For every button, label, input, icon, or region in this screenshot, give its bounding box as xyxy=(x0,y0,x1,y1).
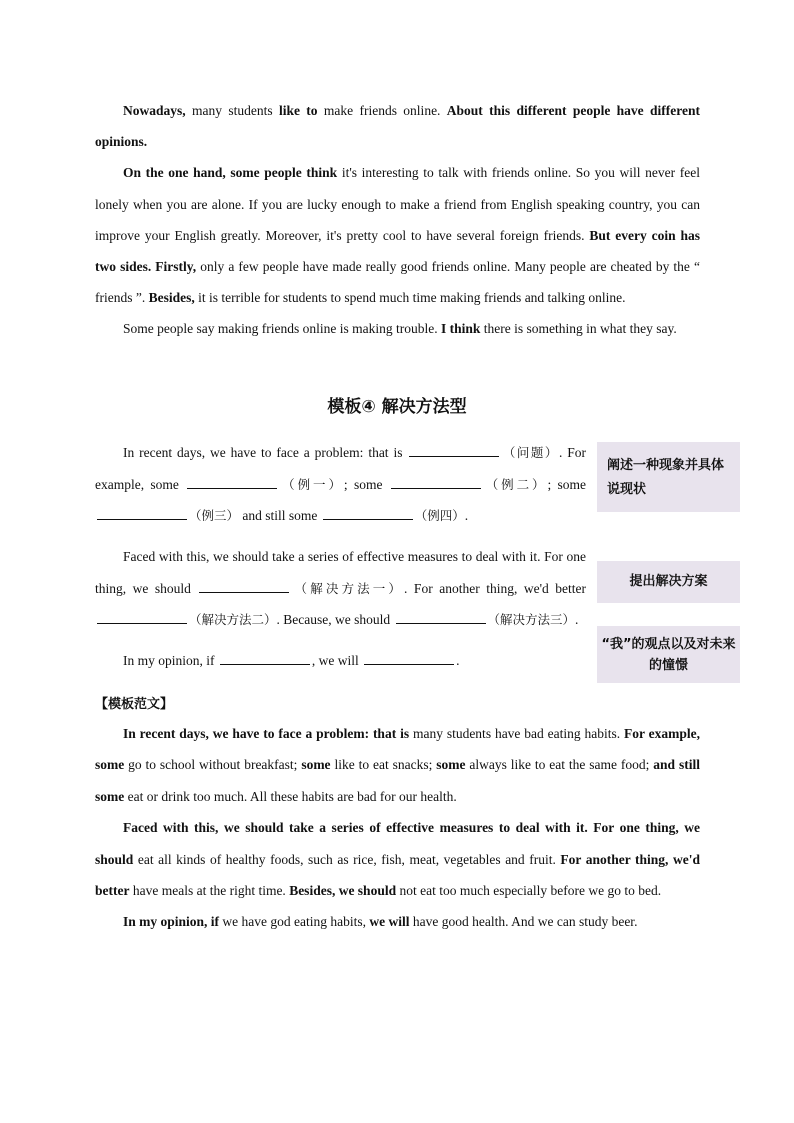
blank-line xyxy=(396,609,486,624)
blank-line xyxy=(409,442,499,457)
sample-essay xyxy=(95,718,700,938)
blank-line xyxy=(199,578,289,593)
text: we have god eating habits, xyxy=(219,914,370,930)
text: eat all kinds of healthy foods, such as rice, fish, meat, vegetables and fruit. xyxy=(133,851,561,867)
text: . xyxy=(575,612,579,627)
text: In my opinion, if xyxy=(123,653,218,668)
blank-note: （解决方法一） xyxy=(291,580,405,596)
sample-label: 【模板范文】 xyxy=(95,697,174,712)
template-paragraph-1 xyxy=(95,437,586,532)
blank-note: （例一） xyxy=(279,476,344,492)
text: . For example, some xyxy=(95,445,586,492)
blank-line xyxy=(391,474,481,489)
blank-note: （例三） xyxy=(189,508,240,523)
blank-line xyxy=(187,474,277,489)
bold-phrase: some xyxy=(436,757,466,773)
text: have meals at the right time. xyxy=(129,883,290,899)
template-paragraph-2 xyxy=(95,541,586,636)
text: make friends online. xyxy=(317,103,447,118)
text: . Because, we should xyxy=(276,612,394,627)
blank-note: （解决方法二） xyxy=(189,612,277,627)
blank-line xyxy=(220,650,310,665)
bold-phrase: we will xyxy=(369,914,410,930)
blank-line xyxy=(323,505,413,520)
text: go to school without breakfast; xyxy=(124,757,302,773)
text: eat or drink too much. All these habits are bad for our health. xyxy=(124,788,457,804)
bold-phrase: I think xyxy=(440,321,481,337)
text: only a few people have made really good friends online. Many people are cheated by the “ friends ”. xyxy=(95,259,701,306)
bold-phrase: Besides, xyxy=(148,290,195,306)
text: there is something in what they say. xyxy=(480,321,677,337)
side-note-opinion: “我”的观点以及对未来的憧憬 xyxy=(597,626,740,683)
bold-phrase: and still some xyxy=(95,757,700,804)
blank-note: （问题） xyxy=(501,445,559,460)
blank-line xyxy=(97,609,187,624)
text: have good health. And we can study beer. xyxy=(409,914,638,930)
blank-note: （例四） xyxy=(414,508,465,523)
text: many students have bad eating habits. xyxy=(409,726,625,741)
text: it's interesting to talk with friends online. So you will never feel lonely when you are alone. If you are lucky enough to make a friend from English speaking country, you can improve your English greatly. Moreover, it's pretty cool to have several foreign friends. xyxy=(95,165,700,243)
blank-note: （解决方法三） xyxy=(487,612,576,627)
essay-paragraph-2 xyxy=(95,157,700,313)
text: . For another thing, we'd better xyxy=(404,580,587,596)
bold-phrase: like to xyxy=(278,103,318,118)
sample-paragraph-2 xyxy=(95,812,700,906)
sample-paragraph-3 xyxy=(95,906,700,937)
side-note-phenomenon: 阐述一种现象并具体说现状 xyxy=(597,442,740,512)
bold-phrase: In recent days, we have to face a problem: that is xyxy=(123,726,410,741)
bold-phrase: In my opinion, if xyxy=(123,914,220,930)
text: not eat too much especially before we go to bed. xyxy=(396,883,662,899)
side-note-solution: 提出解决方案 xyxy=(597,561,740,603)
section-heading: 模板④ 解决方法型 xyxy=(327,397,467,417)
bold-phrase: Faced with this, we should take a series of effective measures to deal with it. For one thing, we should xyxy=(95,820,700,867)
text: Faced with this, we should take a series of effective measures to deal with it. For one thing, we should xyxy=(95,549,586,596)
text: Some people say making friends online is making trouble. xyxy=(123,321,441,337)
text: . xyxy=(456,653,460,668)
essay-section xyxy=(95,95,700,345)
text: it is terrible for students to spend much time making friends and talking online. xyxy=(194,290,626,306)
text: many students xyxy=(185,103,279,118)
bold-phrase: For example, some xyxy=(95,726,700,773)
bold-phrase: But every coin has two sides. Firstly, xyxy=(95,227,700,275)
blank-line xyxy=(364,650,454,665)
text: like to eat snacks; xyxy=(330,757,437,773)
sample-paragraph-1 xyxy=(95,718,700,812)
text: ; some xyxy=(343,476,389,492)
essay-paragraph-3 xyxy=(95,313,700,344)
bold-phrase: About this different people have different opinions. xyxy=(95,103,701,150)
text: ; some xyxy=(547,476,586,492)
text: . xyxy=(464,508,469,523)
bold-phrase: For another thing, we'd better xyxy=(95,851,700,899)
blank-note: （例二） xyxy=(482,476,548,492)
text: , we will xyxy=(311,653,363,668)
template-paragraph-3 xyxy=(95,645,586,677)
essay-paragraph-1 xyxy=(95,95,700,157)
text: and still some xyxy=(239,508,321,523)
blank-line xyxy=(97,505,187,520)
bold-phrase: Nowadays, xyxy=(123,103,186,118)
bold-phrase: some xyxy=(301,757,331,773)
text: In recent days, we have to face a problem: that is xyxy=(123,445,408,460)
text: always like to eat the same food; xyxy=(465,757,654,773)
bold-phrase: On the one hand, some people think xyxy=(123,165,338,181)
bold-phrase: Besides, we should xyxy=(289,883,397,899)
